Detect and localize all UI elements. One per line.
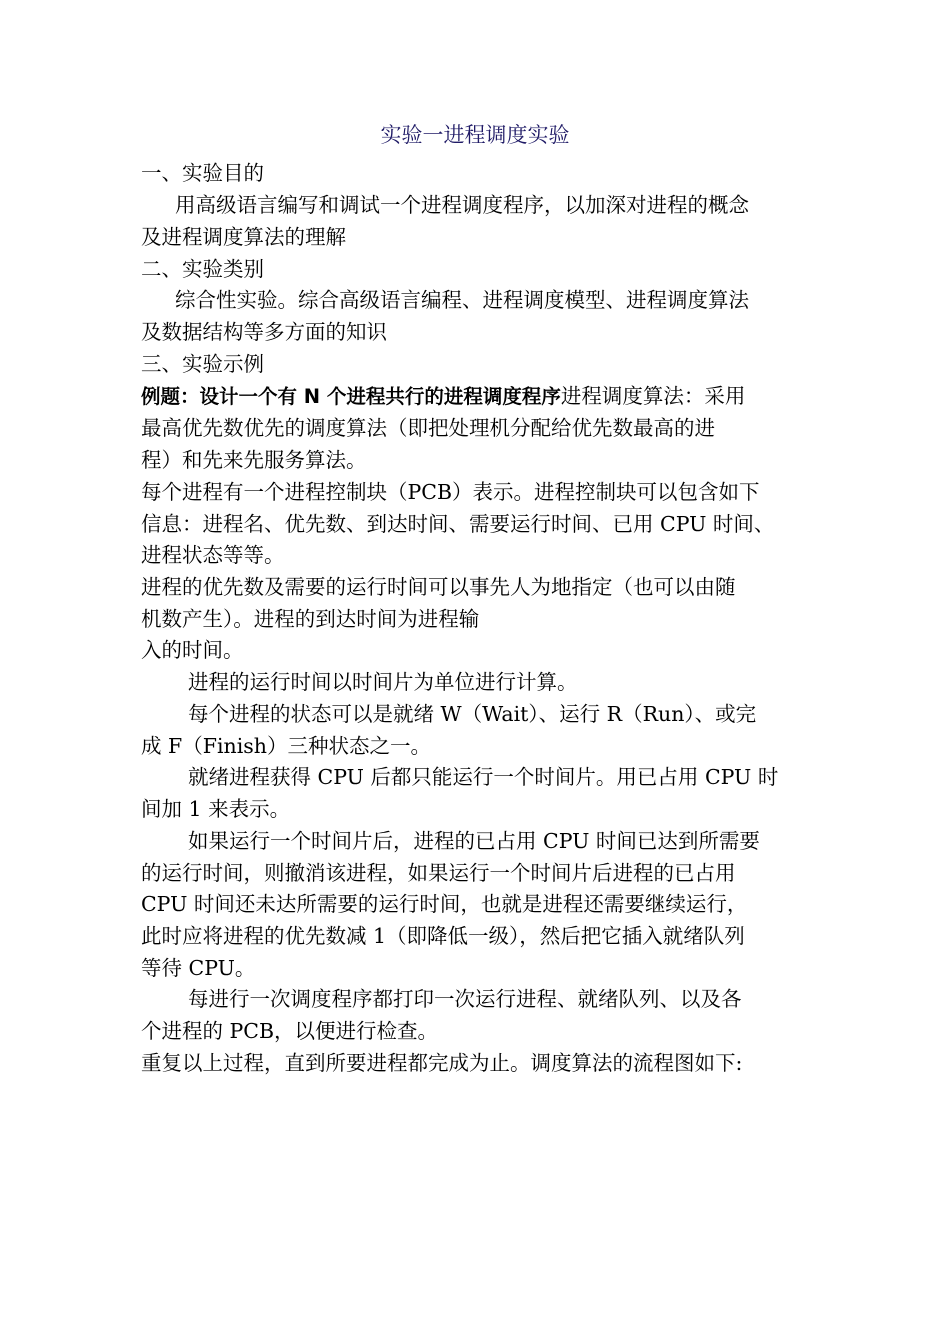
paragraph-line: 最高优先数优先的调度算法（即把处理机分配给优先数最高的进 [141, 416, 715, 440]
example-rest: 进程调度算法：采用 [560, 384, 746, 408]
paragraph-line: 的运行时间，则撤消该进程，如果运行一个时间片后进程的已占用 [141, 861, 736, 885]
paragraph-line: 进程的优先数及需要的运行时间可以事先人为地指定（也可以由随 [141, 575, 736, 599]
paragraph-line: CPU 时间还未达所需要的运行时间，也就是进程还需要继续运行， [141, 892, 748, 916]
paragraph-line: 入的时间。 [141, 638, 244, 662]
paragraph-line: 如果运行一个时间片后，进程的已占用 CPU 时间已达到所需要 [188, 829, 760, 853]
section-heading-purpose: 一、实验目的 [141, 161, 264, 185]
paragraph-line: 成 F（Finish）三种状态之一。 [141, 734, 432, 758]
paragraph-line: 机数产生）。进程的到达时间为进程输 [141, 607, 480, 631]
paragraph-line: 每进行一次调度程序都打印一次运行进程、就绪队列、以及各 [188, 987, 742, 1011]
example-title: 例题：设计一个有 N 个进程共行的进程调度程序 [141, 385, 561, 408]
example-line [141, 381, 816, 412]
paragraph-line: 及数据结构等多方面的知识 [141, 320, 387, 344]
section-heading-example: 三、实验示例 [141, 352, 264, 376]
section-heading-category: 二、实验类别 [141, 257, 264, 281]
paragraph-line: 每个进程有一个进程控制块（PCB）表示。进程控制块可以包含如下 [141, 480, 760, 504]
paragraph-line: 重复以上过程，直到所要进程都完成为止。调度算法的流程图如下: [141, 1051, 743, 1075]
paragraph-line: 及进程调度算法的理解 [141, 225, 346, 249]
paragraph-line: 间加 1 来表示。 [141, 797, 291, 821]
paragraph-line: 个进程的 PCB，以便进行检查。 [141, 1019, 439, 1043]
paragraph-line: 用高级语言编写和调试一个进程调度程序，以加深对进程的概念 [175, 193, 749, 217]
paragraph-line: 等待 CPU。 [141, 956, 256, 980]
paragraph-line: 信息：进程名、优先数、到达时间、需要运行时间、已用 CPU 时间、 [141, 512, 775, 536]
paragraph-line: 进程的运行时间以时间片为单位进行计算。 [188, 670, 578, 694]
paragraph-line: 就绪进程获得 CPU 后都只能运行一个时间片。用已占用 CPU 时 [188, 765, 779, 789]
paragraph-line: 综合性实验。综合高级语言编程、进程调度模型、进程调度算法 [175, 288, 749, 312]
paragraph-line: 进程状态等等。 [141, 543, 285, 567]
paragraph-line: 每个进程的状态可以是就绪 W（Wait）、运行 R（Run）、或完 [188, 702, 757, 726]
paragraph-line: 此时应将进程的优先数减 1（即降低一级），然后把它插入就绪队列 [141, 924, 745, 948]
document-title: 实验一进程调度实验 [380, 123, 570, 147]
paragraph-line: 程）和先来先服务算法。 [141, 448, 367, 472]
